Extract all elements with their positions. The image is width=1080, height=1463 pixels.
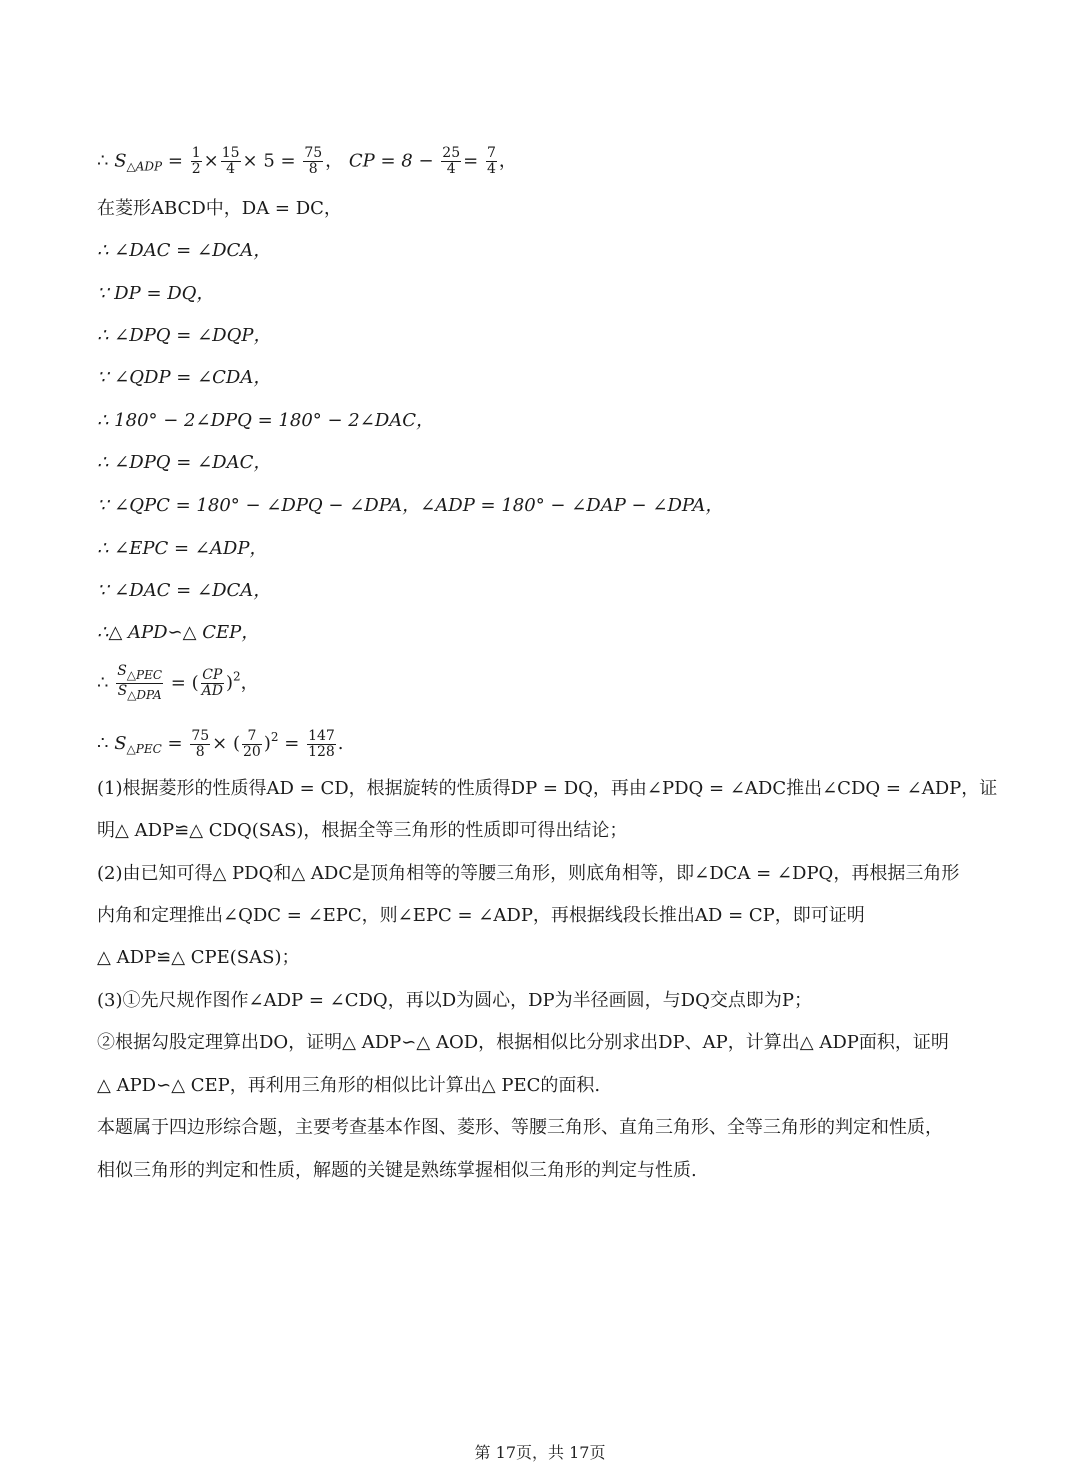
step-angle-qdp-cda: ∵ ∠QDP = ∠CDA， [97,367,272,388]
summary-line2: 相似三角形的判定和性质，解题的关键是熟练掌握相似三角形的判定与性质. [97,1160,697,1181]
analysis-part3-line1: (3)①先尺规作图作∠ADP = ∠CDQ，再以D为圆心，DP为半径画圆，与DQ交点即为P； [97,990,812,1011]
step-similar-triangles: ∴△ APD∽△ CEP， [97,622,260,643]
step-angle-dac-dca: ∴ ∠DAC = ∠DCA， [97,240,272,261]
step-angle-dpq-dqp: ∴ ∠DPQ = ∠DQP， [97,325,272,346]
analysis-part1-line2: 明△ ADP≌△ CDQ(SAS)，根据全等三角形的性质即可得出结论； [97,820,628,841]
page-footer: 第 17页，共 17页 [474,1443,606,1462]
analysis-part2-line3: △ ADP≌△ CPE(SAS)； [97,947,300,968]
analysis-part2-line2: 内角和定理推出∠QDC = ∠EPC，则∠EPC = ∠ADP，再根据线段长推出AD = CP，即可证明 [97,905,865,926]
step-180-minus: ∴ 180° − 2∠DPQ = 180° − 2∠DAC， [97,410,435,431]
step-angle-dac-dca-2: ∵ ∠DAC = ∠DCA， [97,580,272,601]
analysis-part3-line3: △ APD∽△ CEP，再利用三角形的相似比计算出△ PEC的面积. [97,1075,601,1096]
summary-line1: 本题属于四边形综合题，主要考查基本作图、菱形、等腰三角形、直角三角形、全等三角形的判定和性质， [97,1117,943,1138]
analysis-part2-line1: (2)由已知可得△ PDQ和△ ADC是顶角相等的等腰三角形，则底角相等，即∠DCA = ∠DPQ，再根据三角形 [97,863,960,884]
step-angle-qpc-adp: ∵ ∠QPC = 180° − ∠DPQ − ∠DPA，∠ADP = 180° − ∠DAP − ∠DPA， [97,495,724,516]
analysis-part1-line1: (1)根据菱形的性质得AD = CD，根据旋转的性质得DP = DQ，再由∠PDQ = ∠ADC推出∠CDQ = ∠ADP，证 [97,778,998,799]
equation-area-adp: ∴ $S_{\triangle ADP}$ = $\frac{1}{2}$ × $\frac{15}{4}$ × 5 = $\frac{75}{8}$ ， CP = 8 − $\frac{25}{4}$ = $\frac{7}{4}$ ， [97,145,517,177]
analysis-part3-line2: ②根据勾股定理算出DO，证明△ ADP∽△ AOD，根据相似比分别求出DP、AP，计算出△ ADP面积，证明 [97,1032,949,1053]
step-angle-epc-adp: ∴ ∠EPC = ∠ADP， [97,538,268,559]
step-dp-dq: ∵ DP = DQ， [97,283,215,304]
step-angle-dpq-dac: ∴ ∠DPQ = ∠DAC， [97,452,272,473]
step-rhombus: 在菱形ABCD中，DA = DC， [97,198,342,219]
equation-area-pec: ∴ $S_{\triangle PEC}$ = $\frac{75}{8}$ × ( $\frac{7}{20}$ )$^2$ = $\frac{147}{128}$ . [97,727,344,760]
equation-area-ratio: ∴ $\frac{S_{\triangle PEC}}{S_{\triangle DPA}}$ = ( $\frac{CP}{AD}$ )$^2$， [97,663,259,702]
